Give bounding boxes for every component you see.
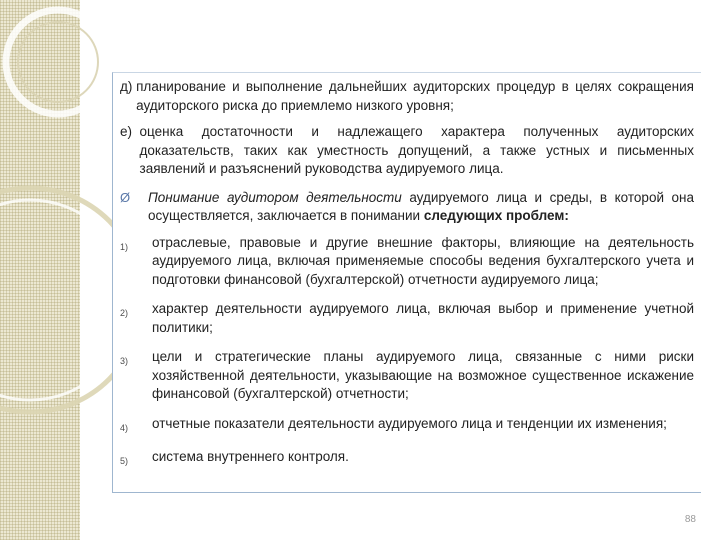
paragraph-d	[120, 78, 694, 115]
list-item-text: отраслевые, правовые и другие внешние факторы, влияющие на деятельность аудируемого лица, включая применяемые способы ведения бухгалтерского учета и подготовки финансовой (бухгалтерской) отчетности аудируемого лица;	[152, 234, 694, 287]
list-item-number: 4)	[120, 422, 129, 433]
list-item-number: 3)	[120, 356, 129, 366]
paragraph-e-text: оценка достаточности и надлежащего характера полученных аудиторских доказательств, таких как уместность допущений, а также устных и письменных заявлений и разъяснений руководства аудируемого лица.	[139, 124, 694, 176]
arrow-bullet-icon: Ø	[120, 189, 131, 205]
list-item	[120, 415, 694, 438]
page-number: 88	[684, 514, 696, 525]
list-item-text: отчетные показатели деятельности аудируемого лица и тенденции их изменения;	[152, 415, 667, 431]
list-item	[120, 234, 694, 290]
list-item	[120, 448, 694, 471]
list-item-number: 5)	[120, 456, 129, 466]
bullet-intro-bold: следующих проблем:	[423, 208, 569, 223]
paragraph-d-marker: д)	[120, 79, 137, 94]
list-item-text: цели и стратегические планы аудируемого лица, связанные с ними риски хозяйственной деятельности, указывающие на возможное существенное искажение финансовой (бухгалтерской) отчетности;	[152, 349, 694, 401]
bullet-intro-italic: Понимание аудитором деятельности	[148, 189, 402, 205]
list-item-number: 1)	[120, 241, 129, 252]
decorative-left-strip	[0, 0, 80, 540]
paragraph-e	[120, 123, 694, 179]
bullet-intro	[120, 189, 694, 226]
bullet-intro-text	[148, 189, 694, 226]
list-item	[120, 300, 694, 337]
list-item-number: 2)	[120, 308, 129, 318]
list-item	[120, 348, 694, 404]
list-item-text: система внутреннего контроля.	[152, 449, 349, 464]
list-item-text: характер деятельности аудируемого лица, включая выбор и применение учетной политики;	[152, 301, 694, 335]
slide-content	[120, 78, 694, 482]
paragraph-d-text: планирование и выполнение дальнейших аудиторских процедур в целях сокращения аудиторского риска до приемлемо низкого уровня;	[136, 79, 694, 113]
paragraph-e-marker: е)	[120, 124, 140, 139]
bullet-intro-middle: аудируемого лица и среды, в которой она осуществляется, заключается в понимании	[148, 189, 694, 223]
